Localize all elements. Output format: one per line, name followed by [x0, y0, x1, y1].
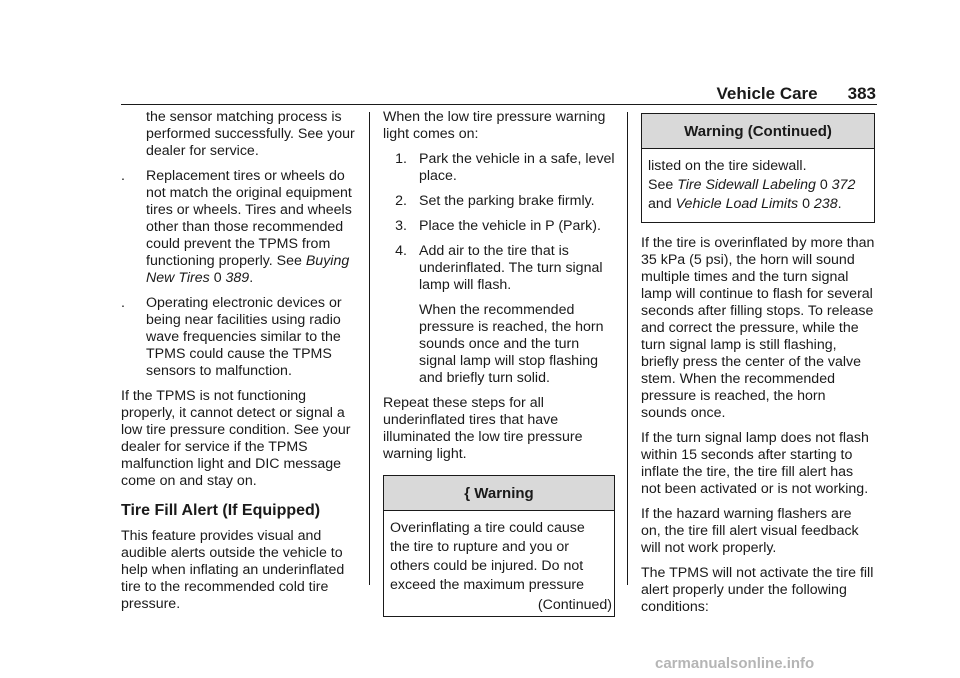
section-heading: Tire Fill Alert (If Equipped) — [121, 502, 321, 519]
paragraph: If the tire is overinflated by more than 35 kPa (5 psi), the horn will sound multiple times and the turn signal lamp will continue to flash for several seconds after filling stops. To release and correct the pressure, while the turn signal lamp is still flashing, briefly press the center of the valve stem. When the recommended pressure is reached, the horn sounds once. — [641, 235, 875, 421]
bullet-item — [121, 168, 357, 287]
warning-body: Overinflating a tire could cause the tire to rupture and you or others could be injured. Do not exceed the maximum pressure — [390, 520, 585, 593]
step-item — [383, 151, 615, 185]
paragraph: If the turn signal lamp does not flash within 15 seconds after starting to inflate the tire, the tire fill alert has not been activated or is not working. — [641, 430, 869, 497]
step-number: 3. — [395, 218, 407, 234]
paragraph: When the low tire pressure warning light comes on: — [383, 109, 606, 142]
bullet-text-body: Replacement tires or wheels do not match the original equipment tires or wheels. Tires and wheels other than those recommended could prevent the TPMS from functioning properly. See — [146, 168, 352, 269]
bullet-text: Replacement tires or wheels do not match the original equipment tires or wheels. Tires and wheels other than those recommended could prevent the TPMS from functioning properly. See Buying New Tires 0 389. — [146, 168, 352, 286]
warning-line — [648, 176, 868, 195]
step-text: Add air to the tire that is underinflated. The turn signal lamp will flash. — [419, 243, 603, 293]
cross-ref-buying-new-tires[interactable]: Buying New Tires — [146, 253, 350, 286]
header-rule — [121, 104, 877, 105]
warning-body — [642, 149, 874, 222]
page-ref-arrow-icon: 0 — [213, 270, 222, 286]
page-ref-arrow-icon: 0 — [819, 177, 828, 193]
paragraph: The TPMS will not activate the tire fill alert properly under the following conditions: — [641, 565, 874, 615]
step-subtext: When the recommended pressure is reached, the horn sounds once and the turn signal lamp will stop flashing and briefly turn solid. — [419, 302, 604, 386]
step-number: 1. — [395, 151, 407, 167]
warning-icon: { — [464, 485, 471, 502]
continued-paragraph: the sensor matching process is performed successfully. See your dealer for service. — [146, 109, 355, 159]
step-item — [383, 243, 615, 294]
section-title: Vehicle Care — [716, 84, 818, 103]
page-header — [717, 84, 877, 104]
warning-continued-box — [641, 113, 875, 223]
watermark: carmanualsonline.info — [655, 655, 815, 672]
column-divider-right — [627, 112, 628, 585]
step-number: 4. — [395, 243, 407, 259]
cross-ref-tire-sidewall-labeling[interactable]: Tire Sidewall Labeling — [677, 177, 816, 193]
step-item — [383, 193, 615, 210]
paragraph: Repeat these steps for all underinflated tires that have illuminated the low tire pressure warning light. — [383, 395, 583, 462]
warning-header — [384, 476, 614, 511]
column-divider-left — [369, 112, 370, 585]
bullet-mark: . — [121, 168, 125, 184]
see-text: See — [648, 177, 678, 193]
bullet-mark: . — [121, 295, 125, 311]
paragraph: This feature provides visual and audible alerts outside the vehicle to help when inflating an underinflated tire to the recommended cold tire pressure. — [121, 528, 345, 612]
step-text: Set the parking brake firmly. — [419, 193, 595, 209]
middle-column — [383, 109, 615, 617]
step-text: Place the vehicle in P (Park). — [419, 218, 601, 234]
warning-header: Warning (Continued) — [642, 114, 874, 149]
warning-line — [648, 195, 868, 214]
right-column — [641, 109, 875, 624]
warning-title: Warning — [474, 485, 534, 502]
page-ref-arrow-icon: 0 — [802, 196, 810, 212]
bullet-item — [121, 295, 357, 380]
left-column — [121, 109, 357, 621]
step-number: 2. — [395, 193, 407, 209]
warning-continued: (Continued) — [537, 597, 612, 613]
paragraph: If the TPMS is not functioning properly, it cannot detect or signal a low tire pressure condition. See your dealer for service if the TPMS malfunction light and DIC message come on and stay on. — [121, 388, 351, 489]
bullet-text: Operating electronic devices or being near facilities using radio wave frequencies similar to the TPMS could cause the TPMS sensors to malfunction. — [146, 295, 342, 379]
page-ref-389[interactable]: 389 — [225, 270, 250, 286]
warning-line: listed on the tire sidewall. — [648, 158, 807, 174]
page-ref-372[interactable]: 372 — [831, 177, 856, 193]
and-text: and — [648, 196, 676, 212]
warning-box — [383, 475, 615, 617]
paragraph: If the hazard warning flashers are on, the tire fill alert visual feedback will not work properly. — [641, 506, 859, 556]
cross-ref-vehicle-load-limits[interactable]: Vehicle Load Limits — [675, 196, 799, 212]
step-text: Park the vehicle in a safe, level place. — [419, 151, 615, 184]
page-ref-238[interactable]: 238 — [813, 196, 838, 212]
period: . — [837, 196, 842, 212]
page-number: 383 — [847, 84, 876, 103]
step-item — [383, 218, 615, 235]
